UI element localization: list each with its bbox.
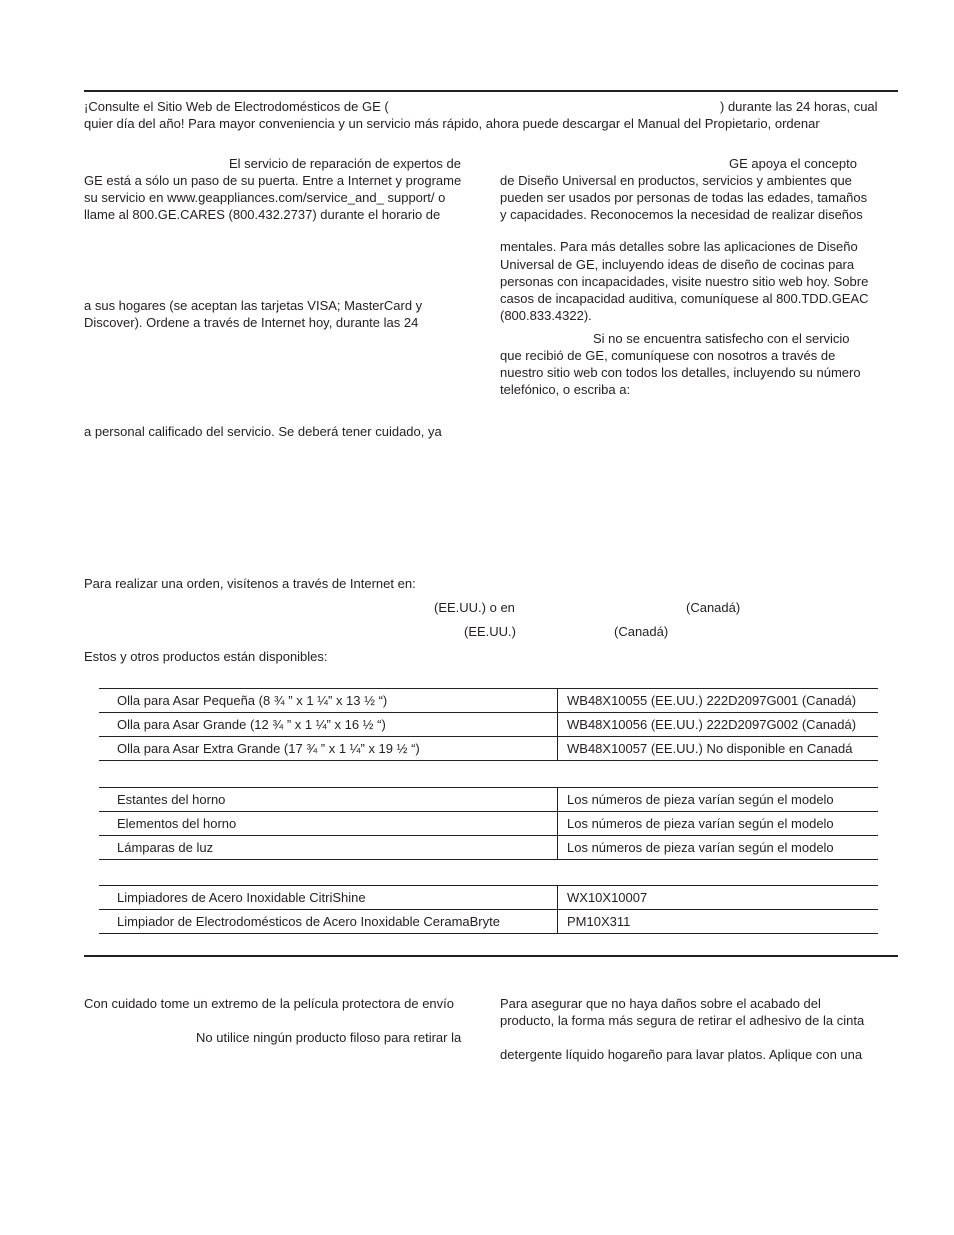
right-p3-line-2: que recibió de GE, comuníquese con nosotros a través de [500,348,836,363]
part-cell: Los números de pieza varían según el modelo [558,836,879,860]
left-p1-line-2: GE está a sólo un paso de su puerta. Entre a Internet y programe [84,173,462,188]
right-p2-line-3: personas con incapacidades, visite nuestro sitio web hoy. Sobre [500,274,869,289]
right-p1-line-3: pueden ser usados por personas de todas las edades, tamaños [500,190,868,205]
table-row [99,910,878,934]
table-row [99,737,878,761]
order-ca-1: (Canadá) [686,600,741,615]
left-p2-line-2: Discover). Ordene a través de Internet hoy, durante las 24 [84,315,419,330]
order-line: Para realizar una orden, visítenos a través de Internet en: [84,576,416,591]
intro-line-2: quier día del año! Para mayor conveniencia y un servicio más rápido, ahora puede descargar el Manual del Propietario, ordenar [84,116,820,131]
table-row [99,689,878,713]
table-row [99,812,878,836]
order-ca-2: (Canadá) [614,624,669,639]
right-p2-line-2: Universal de GE, incluyendo ideas de diseño de cocinas para [500,257,855,272]
right-p2-line-5: (800.833.4322). [500,308,592,323]
part-cell: WB48X10057 (EE.UU.) No disponible en Canadá [558,737,879,761]
products-available: Estos y otros productos están disponibles: [84,649,328,664]
right-p1-line-4: y capacidades. Reconocemos la necesidad de realizar diseños [500,207,863,222]
order-us-2: (EE.UU.) [464,624,516,639]
left-p3-line-1: a personal calificado del servicio. Se deberá tener cuidado, ya [84,424,442,439]
left-p1-line-1: El servicio de reparación de expertos de [229,156,461,171]
right-p1-line-1: GE apoya el concepto [729,156,857,171]
bottom-right-line-2: producto, la forma más segura de retirar el adhesivo de la cinta [500,1013,865,1028]
table-row [99,713,878,737]
bottom-left-line-1: Con cuidado tome un extremo de la película protectora de envío [84,996,455,1011]
item-cell: Estantes del horno [99,788,558,812]
item-cell: Olla para Asar Pequeña (8 ¾ ” x 1 ¼” x 13 ½ “) [99,689,558,713]
item-cell: Limpiador de Electrodomésticos de Acero Inoxidable CeramaBryte [99,910,558,934]
bottom-right-line-1: Para asegurar que no haya daños sobre el acabado del [500,996,821,1011]
intro-line-1b: ) durante las 24 horas, cual [720,99,878,114]
part-cell: Los números de pieza varían según el modelo [558,812,879,836]
parts-table-cleaners [99,885,878,934]
item-cell: Limpiadores de Acero Inoxidable CitriShine [99,886,558,910]
item-cell: Elementos del horno [99,812,558,836]
part-cell: PM10X311 [558,910,879,934]
part-cell: WX10X10007 [558,886,879,910]
order-us-1: (EE.UU.) o en [434,600,515,615]
table-row [99,788,878,812]
item-cell: Lámparas de luz [99,836,558,860]
item-cell: Olla para Asar Extra Grande (17 ¾ ” x 1 ¼” x 19 ½ “) [99,737,558,761]
part-cell: WB48X10055 (EE.UU.) 222D2097G001 (Canadá) [558,689,879,713]
left-p2-line-1: a sus hogares (se aceptan las tarjetas VISA; MasterCard y [84,298,423,313]
table-row [99,886,878,910]
top-rule [84,90,898,92]
right-p3-line-1: Si no se encuentra satisfecho con el servicio [593,331,850,346]
bottom-right-line-3: detergente líquido hogareño para lavar platos. Aplique con una [500,1047,863,1062]
right-p2-line-4: casos de incapacidad auditiva, comuníquese al 800.TDD.GEAC [500,291,869,306]
parts-table-oven [99,787,878,860]
parts-table-pans [99,688,878,761]
left-p1-line-4: llame al 800.GE.CARES (800.432.2737) durante el horario de [84,207,441,222]
part-cell: WB48X10056 (EE.UU.) 222D2097G002 (Canadá) [558,713,879,737]
intro-line-1a: ¡Consulte el Sitio Web de Electrodomésticos de GE ( [84,99,389,114]
left-p1-line-3: su servicio en www.geappliances.com/service_and_ support/ o [84,190,446,205]
item-cell: Olla para Asar Grande (12 ¾ ” x 1 ¼” x 16 ½ “) [99,713,558,737]
right-p1-line-2: de Diseño Universal en productos, servicios y ambientes que [500,173,852,188]
bottom-left-line-2: No utilice ningún producto filoso para retirar la [196,1030,462,1045]
right-p2-line-1: mentales. Para más detalles sobre las aplicaciones de Diseño [500,239,858,254]
bottom-rule [84,955,898,957]
part-cell: Los números de pieza varían según el modelo [558,788,879,812]
table-row [99,836,878,860]
right-p3-line-4: telefónico, o escriba a: [500,382,631,397]
right-p3-line-3: nuestro sitio web con todos los detalles, incluyendo su número [500,365,861,380]
